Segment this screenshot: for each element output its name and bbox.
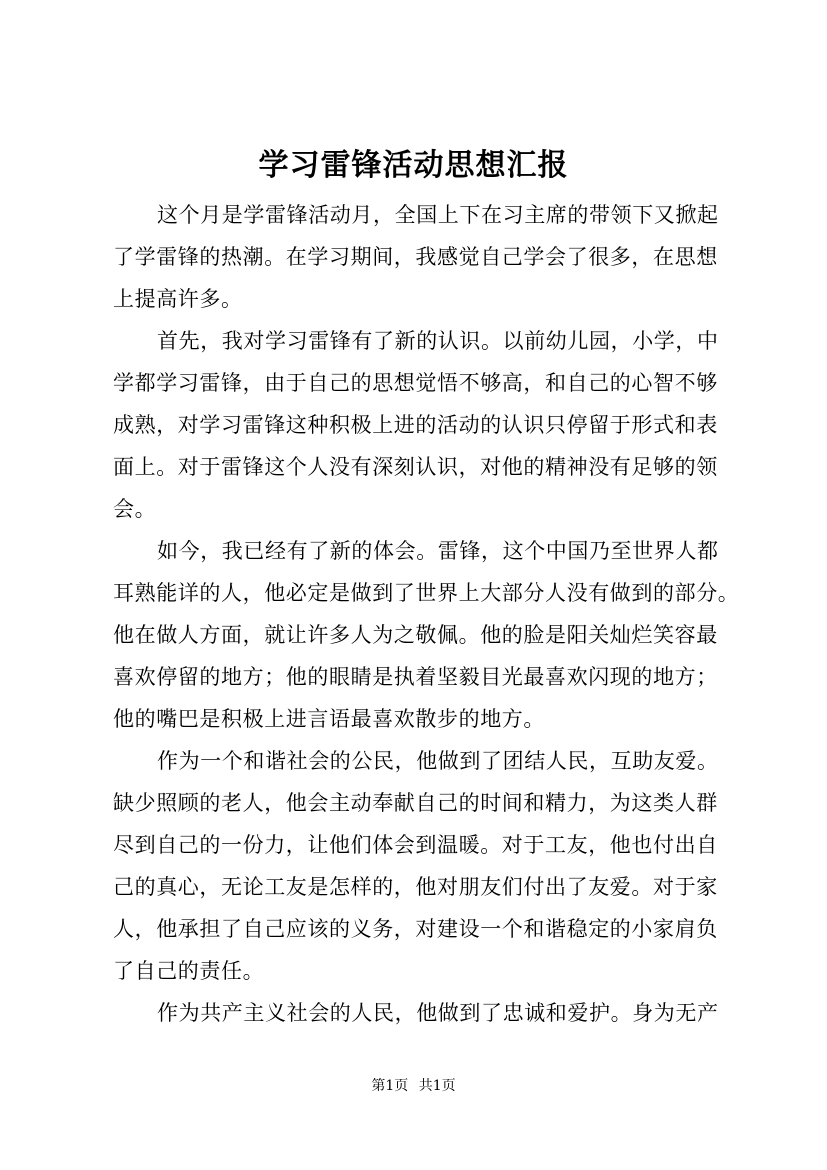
text-line: 首先，我对学习雷锋有了新的认识。以前幼儿园，小学，中 [157,329,719,353]
text-line: 作为一个和谐社会的公民，他做到了团结人民，互助友爱。 [157,749,719,773]
text-line: 了学雷锋的热潮。在学习期间，我感觉自己学会了很多，在思想 [113,245,718,269]
text-line: 耳熟能详的人，他必定是做到了世界上大部分人没有做到的部分。 [113,581,740,605]
text-line: 作为共产主义社会的人民，他做到了忠诚和爱护。身为无产 [157,1001,719,1025]
text-line: 上提高许多。 [113,287,243,311]
text-line: 喜欢停留的地方；他的眼睛是执着坚毅目光最喜欢闪现的地方； [113,665,718,689]
text-line: 人，他承担了自己应该的义务，对建设一个和谐稳定的小家肩负 [113,917,718,941]
page-number: 第1页 [371,1078,409,1094]
paragraph-3 [113,530,740,740]
paragraph-2 [113,320,733,530]
page-total: 共1页 [418,1078,456,1094]
page-footer [0,1076,827,1096]
document-body [113,194,740,1034]
text-line: 己的真心，无论工友是怎样的，他对朋友们付出了友爱。对于家 [113,875,718,899]
text-line: 学都学习雷锋，由于自己的思想觉悟不够高，和自己的心智不够 [113,371,718,395]
text-line: 会。 [113,497,157,521]
text-line: 了自己的责任。 [113,959,265,983]
text-line: 成熟，对学习雷锋这种积极上进的活动的认识只停留于形式和表 [113,413,718,437]
text-line: 这个月是学雷锋活动月，全国上下在习主席的带领下又掀起 [157,203,719,227]
paragraph-5 [113,992,733,1034]
text-line: 他在做人方面，就让许多人为之敬佩。他的脸是阳关灿烂笑容最 [113,623,718,647]
paragraph-4 [113,740,733,992]
document-title: 学习雷锋活动思想汇报 [258,148,569,183]
text-line: 他的嘴巴是积极上进言语最喜欢散步的地方。 [113,707,545,731]
paragraph-1 [113,194,733,320]
text-line: 尽到自己的一份力，让他们体会到温暖。对于工友，他也付出自 [113,833,718,857]
text-line: 缺少照顾的老人，他会主动奉献自己的时间和精力，为这类人群 [113,791,718,815]
text-line: 面上。对于雷锋这个人没有深刻认识，对他的精神没有足够的领 [113,455,718,479]
text-line: 如今，我已经有了新的体会。雷锋，这个中国乃至世界人都 [157,539,719,563]
